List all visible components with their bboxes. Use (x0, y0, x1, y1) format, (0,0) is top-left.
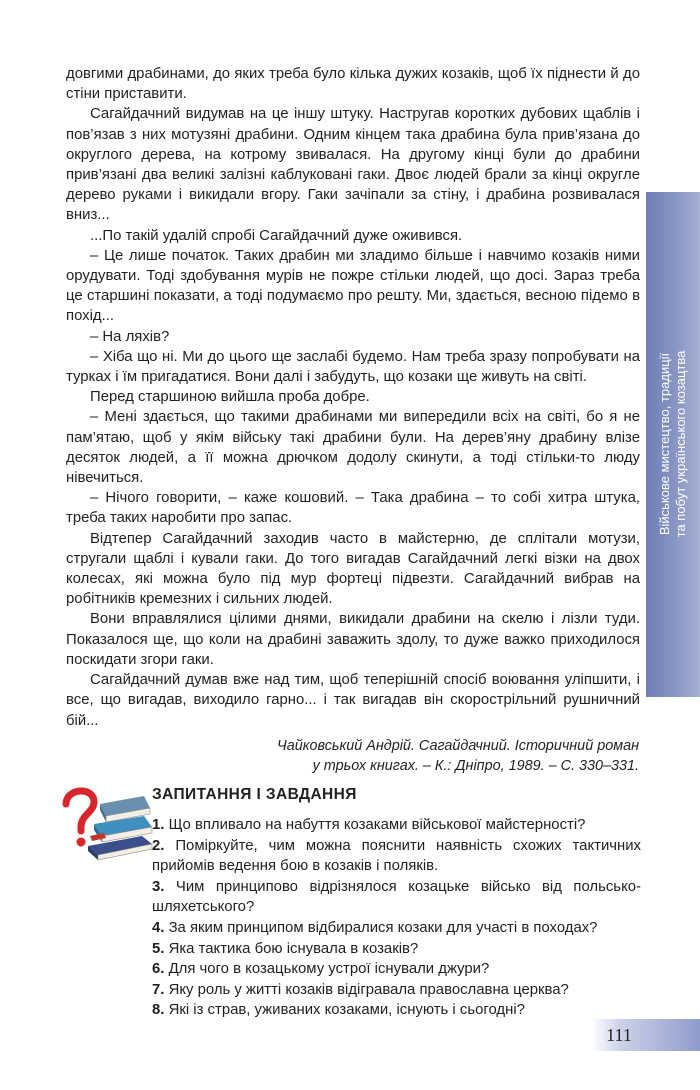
side-tab-line: Військове мистецтво, традиції (657, 352, 672, 536)
books-with-question-mark-icon (60, 778, 156, 868)
question-text: Чим принципово відрізнялося козацьке військо від польсько-шляхетського? (152, 878, 641, 916)
side-tab-line: та побут українського козацтва (673, 350, 688, 538)
question-text: За яким принципом відбиралися козаки для участі в походах? (168, 919, 598, 936)
paragraph: Відтепер Сагайдачний заходив часто в майстерню, де сплітали мотузи, стругали щаблі і кували гаки. До того вигадав Сагайдачний легкі візки на двох колесах, які можна було під мур фортеці підвезти. Сагайдачний вибрав на робітників кремезних і сильних людей. (66, 530, 640, 608)
paragraph: Сагайдачний видумав на це іншу штуку. Настругав коротких дубових щаблів і пов’язав з них мотузяні драбини. Одним кінцем така драбина була прив’язана до округлого дерева, на котрому звивалася. На другому кінці були до драбини прив’язані два великі залізні каблуковані гаки. Двоє людей брали за кінці округле дерево руками і викидали вгору. Гаки зачіпали за стіну, і драбина розвивалася вниз... (66, 106, 640, 224)
question-number: 3. (152, 878, 165, 895)
question-text: Які із страв, уживаних козаками, існують і сьогодні? (168, 1002, 525, 1019)
question-item (152, 815, 641, 836)
question-item (152, 939, 641, 960)
citation-line: Чайковський Андрій. Сагайдачний. Історичний роман (277, 738, 639, 754)
question-number: 1. (152, 817, 165, 833)
question-item (152, 959, 641, 980)
question-number: 5. (152, 940, 165, 957)
question-item (152, 877, 641, 918)
paragraph: Сагайдачний думав вже над тим, щоб теперішній спосіб воювання уліпшити, і все, що вигадав, виходило гарно... і так вигадав він скорострільний рушничний бій... (66, 672, 640, 729)
question-number: 8. (152, 1002, 165, 1019)
question-number: 2. (152, 837, 165, 854)
question-item (152, 836, 641, 877)
paragraph: – Хіба що ні. Ми до цього ще заслабі будемо. Нам треба зразу попробувати на турках і їм пригадатися. Вони далі і забудуть, що козаки ще живуть на світі. (66, 348, 640, 386)
question-number: 4. (152, 919, 165, 936)
paragraph: – На ляхів? (90, 328, 170, 345)
citation (66, 736, 639, 776)
citation-line: у трьох книгах. – К.: Дніпро, 1989. – С. 330–331. (312, 758, 639, 774)
question-text: Поміркуйте, чим можна пояснити наявність схожих тактичних прийомів ведення бою в козаків і поляків. (152, 837, 642, 875)
question-text: Яку роль у житті козаків відігравала православна церква? (168, 981, 569, 998)
question-number: 7. (152, 981, 165, 998)
paragraph: Вони вправлялися цілими днями, викидали драбини на скелю і лізли туди. Показалося ще, що коли на драбині заважить здолу, то дуже важко приходилося поскидати згори гаки. (66, 611, 640, 668)
question-text: Яка тактика бою існувала в козаків? (168, 940, 419, 957)
question-text: Для чого в козацькому устрої існували джури? (168, 961, 490, 978)
paragraph: – Мені здається, що такими драбинами ми випередили всіх на світі, бо я не пам’ятаю, щоб у якім війську такі драбини були. На дерев’яну драбину влізе десяток людей, а її можна дрючком додолу скинути, а тоді стільки-то люду нівечиться. (66, 409, 640, 487)
question-number: 6. (152, 961, 165, 978)
paragraph: – Це лише початок. Таких драбин ми зладимо більше і навчимо козаків ними орудувати. Тоді здобування мурів не пожре стільки людей, що досі. Зараз треба це старшині показати, а тоді подумаємо про решту. Ми, здається, весною підемо в похід... (66, 247, 640, 325)
question-item (152, 1000, 641, 1021)
questions-list (152, 815, 641, 1021)
main-text (66, 64, 640, 731)
paragraph: довгими драбинами, до яких треба було кілька дужих козаків, щоб їх піднести й до стіни приставити. (66, 66, 640, 103)
paragraph: – Нічого говорити, – каже кошовий. – Така драбина – то собі хитра штука, треба таких наробити про запас. (66, 490, 640, 527)
questions-title: ЗАПИТАННЯ І ЗАВДАННЯ (152, 786, 357, 803)
paragraph: ...По такій удалій спробі Сагайдачний дуже оживився. (90, 227, 463, 244)
paragraph: Перед старшиною вийшла проба добре. (90, 389, 370, 406)
chapter-side-tab-title (657, 194, 689, 694)
question-item (152, 980, 641, 1001)
question-text: Що впливало на набуття козаками військової майстерності? (168, 817, 586, 833)
question-item (152, 918, 641, 939)
page-number: 111 (606, 1025, 632, 1045)
